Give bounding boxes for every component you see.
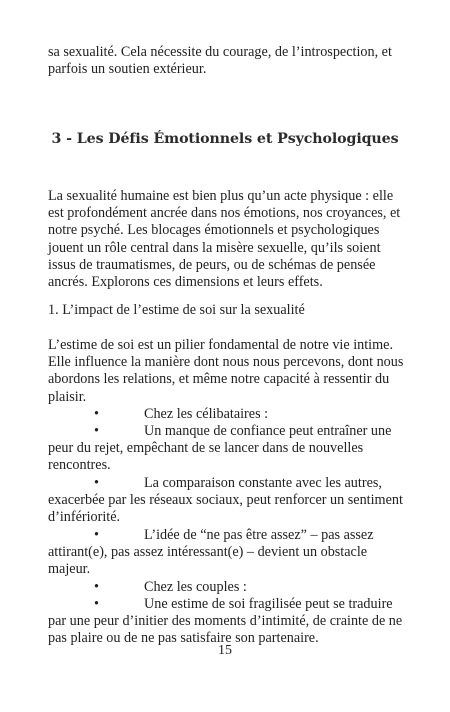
bullet-dot: • <box>94 475 99 491</box>
bullet-item <box>48 527 408 579</box>
bullet-text: Chez les couples : <box>144 579 247 595</box>
intro-paragraph: sa sexualité. Cela nécessite du courage, de l’introspection, et parfois un soutien extérieur. <box>48 44 392 78</box>
bullet-item <box>48 423 408 475</box>
body-paragraph-2: L’estime de soi est un pilier fondamental de notre vie intime. Elle influence la manière dont nous nous percevons, dont nous abordons les relations, et même notre capacité à ressentir du plaisir. <box>48 337 404 405</box>
page-number: 15 <box>218 643 232 658</box>
bullet-continuation: exacerbée par les réseaux sociaux, peut renforcer un sentiment d’infériorité. <box>48 492 403 526</box>
section-heading: 3 - Les Défis Émotionnels et Psychologiques <box>51 131 399 147</box>
bullet-dot: • <box>94 596 99 612</box>
bullet-item <box>48 579 408 596</box>
bullet-dot: • <box>94 579 99 595</box>
bullet-continuation: par une peur d’initier des moments d’intimité, de crainte de ne pas plaire ou de ne pas satisfaire son partenaire. <box>48 613 403 647</box>
bullet-text: Un manque de confiance peut entraîner une <box>144 423 392 439</box>
bullet-dot: • <box>94 423 99 439</box>
bullet-item <box>48 475 408 527</box>
subsection-heading: 1. L’impact de l’estime de soi sur la sexualité <box>48 302 305 318</box>
bullet-continuation: peur du rejet, empêchant de se lancer dans de nouvelles rencontres. <box>48 440 364 474</box>
bullet-text: Chez les célibataires : <box>144 406 269 422</box>
bullet-text: Une estime de soi fragilisée peut se traduire <box>144 596 393 612</box>
body-paragraph-1: La sexualité humaine est bien plus qu’un acte physique : elle est profondément ancrée dans nos émotions, nos croyances, et notre psyché. Les blocages émotionnels et psychologiques jouent un rôle central dans la misère sexuelle, qu’ils soient issus de traumatismes, de peurs, ou de schémas de pensée ancrés. Explorons ces dimensions et leurs effets. <box>48 188 401 291</box>
bullet-dot: • <box>94 406 99 422</box>
bullet-dot: • <box>94 527 99 543</box>
bullet-item <box>48 406 408 423</box>
bullet-continuation: attirant(e), pas assez intéressant(e) – devient un obstacle majeur. <box>48 544 368 578</box>
bullet-text: L’idée de “ne pas être assez” – pas assez <box>144 527 374 543</box>
bullet-item <box>48 596 408 648</box>
bullet-text: La comparaison constante avec les autres, <box>144 475 382 491</box>
